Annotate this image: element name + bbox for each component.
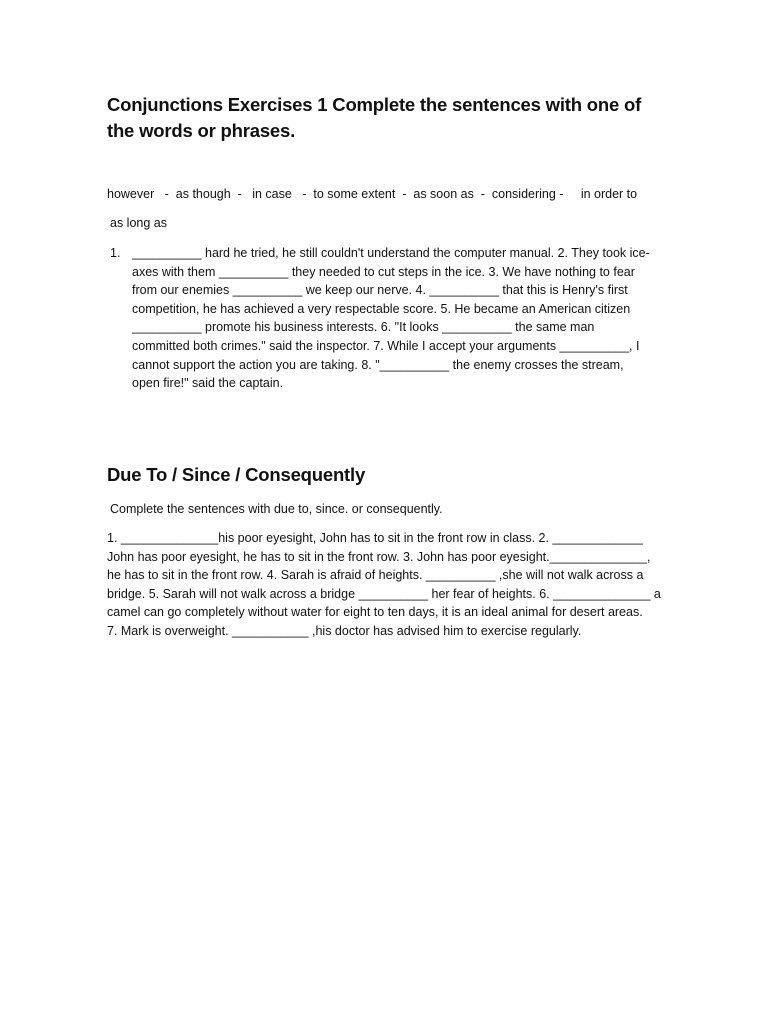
- exercise-list-number: 1.: [110, 246, 121, 260]
- exercise2-line: John has poor eyesight, he has to sit in the front row. 3. John has poor eyesight.______________,: [107, 549, 651, 564]
- exercise1-line: from our enemies __________ we keep our nerve. 4. __________ that this is Henry's first: [132, 283, 628, 298]
- exercise1-line: competition, he has achieved a very respectable score. 5. He became an American citizen: [132, 301, 631, 316]
- exercise2-line: bridge. 5. Sarah will not walk across a bridge __________ her fear of heights. 6. ______________ a: [107, 586, 661, 601]
- section-instruction: Complete the sentences with due to, since. or consequently.: [110, 502, 443, 516]
- exercise1-line: __________ promote his business interests. 6. "It looks __________ the same man: [132, 320, 595, 335]
- exercise1-line: cannot support the action you are taking. 8. "__________ the enemy crosses the stream,: [132, 357, 624, 372]
- exercise2-line: 1. ______________his poor eyesight, John has to sit in the front row in class. 2. _____________: [107, 531, 643, 545]
- section-heading: Due To / Since / Consequently: [107, 464, 366, 485]
- exercise1-line: __________ hard he tried, he still couldn't understand the computer manual. 2. They took ice-: [132, 246, 650, 260]
- word-bank-continued: as long as: [110, 216, 167, 230]
- exercise2-line: he has to sit in the front row. 4. Sarah is afraid of heights. __________ ,she will not walk across a: [107, 568, 644, 583]
- exercise2-line: camel can go completely without water for eight to ten days, it is an ideal animal for desert areas.: [107, 605, 643, 620]
- exercise2-line: 7. Mark is overweight. ___________ ,his doctor has advised him to exercise regularly.: [107, 623, 582, 638]
- page-title: Conjunctions Exercises 1 Complete the sentences with one of the words or phrases.: [107, 94, 642, 141]
- exercise2-text: [107, 529, 667, 641]
- exercise1-line: axes with them __________ they needed to cut steps in the ice. 3. We have nothing to fear: [132, 264, 635, 279]
- exercise1-text: [132, 244, 664, 393]
- exercise1-line: committed both crimes." said the inspector. 7. While I accept your arguments __________, I: [132, 338, 640, 353]
- exercise1-line: open fire!" said the captain.: [132, 376, 284, 391]
- word-bank: however - as though - in case - to some extent - as soon as - considering - in order to: [107, 187, 638, 201]
